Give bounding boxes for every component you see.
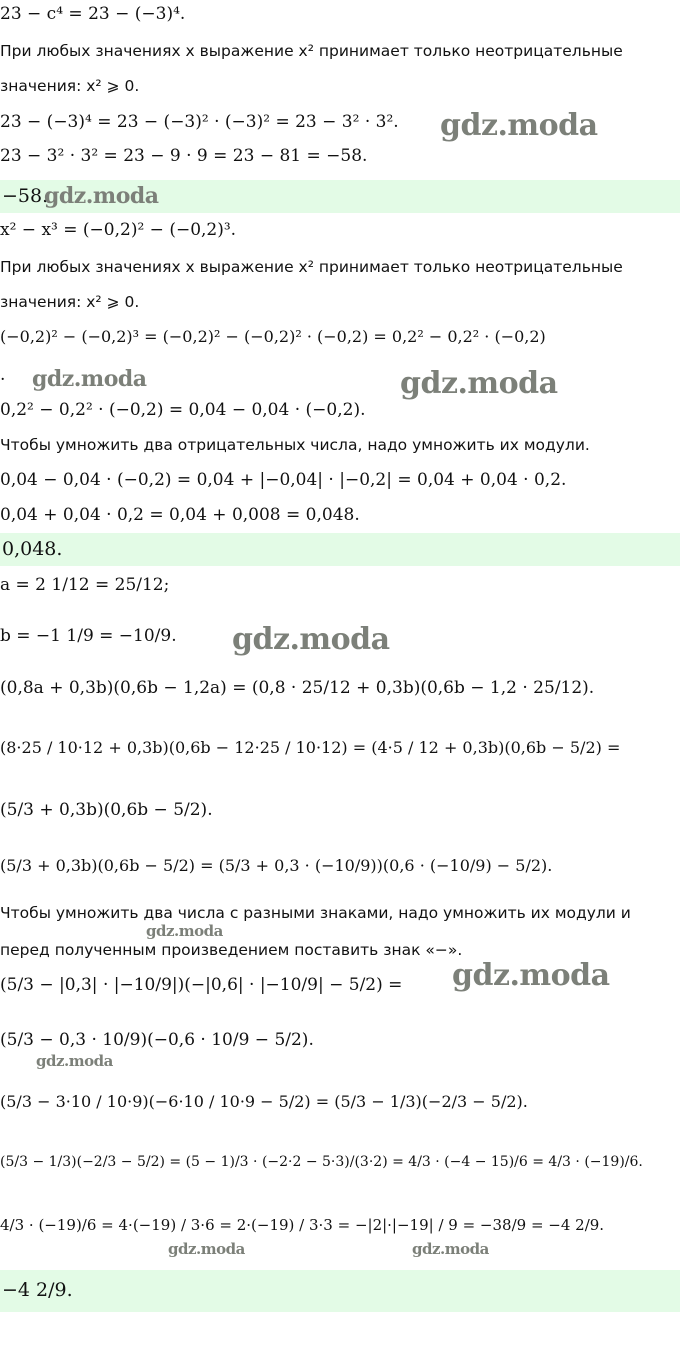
equation-line: 0,2² − 0,2² · (−0,2) = 0,04 − 0,04 · (−0,2). bbox=[0, 400, 366, 420]
equation-line: 23 − c⁴ = 23 − (−3)⁴. bbox=[0, 4, 186, 24]
equation-line: (5/3 − 0,3 · 10/9)(−0,6 · 10/9 − 5/2). bbox=[0, 1030, 314, 1050]
watermark: gdz.moda bbox=[32, 366, 147, 392]
equation-line: (5/3 + 0,3b)(0,6b − 5/2). bbox=[0, 800, 213, 820]
watermark: gdz.moda bbox=[412, 1240, 489, 1258]
equation-line: a = 2 1/12 = 25/12; bbox=[0, 575, 170, 595]
explanation-text: При любых значениях x выражение x² принимает только неотрицательные bbox=[0, 258, 623, 276]
equation-line: (5/3 − 1/3)(−2/3 − 5/2) = (5 − 1)/3 · (−2·2 − 5·3)/(3·2) = 4/3 · (−4 − 15)/6 = 4/3 · (−19)/6. bbox=[0, 1154, 643, 1170]
watermark: gdz.moda bbox=[232, 622, 390, 657]
equation-line: b = −1 1/9 = −10/9. bbox=[0, 626, 177, 646]
explanation-text: значения: x² ⩾ 0. bbox=[0, 293, 140, 311]
watermark: gdz.moda bbox=[168, 1240, 245, 1258]
equation-line: (5/3 + 0,3b)(0,6b − 5/2) = (5/3 + 0,3 · (−10/9))(0,6 · (−10/9) − 5/2). bbox=[0, 856, 553, 875]
answer-row bbox=[0, 533, 680, 566]
answer-value: −58. bbox=[2, 185, 49, 207]
watermark: gdz.moda bbox=[44, 183, 159, 209]
equation-line: x² − x³ = (−0,2)² − (−0,2)³. bbox=[0, 220, 237, 240]
explanation-text: При любых значениях x выражение x² принимает только неотрицательные bbox=[0, 42, 623, 60]
equation-line: (8·25 / 10·12 + 0,3b)(0,6b − 12·25 / 10·12) = (4·5 / 12 + 0,3b)(0,6b − 5/2) = bbox=[0, 738, 621, 757]
explanation-text: Чтобы умножить два отрицательных числа, надо умножить их модули. bbox=[0, 436, 590, 454]
explanation-text: Чтобы умножить два числа с разными знаками, надо умножить их модули и bbox=[0, 904, 631, 922]
equation-line: 23 − (−3)⁴ = 23 − (−3)² · (−3)² = 23 − 3² · 3². bbox=[0, 112, 399, 132]
equation-line: (−0,2)² − (−0,2)³ = (−0,2)² − (−0,2)² · (−0,2) = 0,2² − 0,2² · (−0,2) bbox=[0, 327, 546, 346]
equation-line: 23 − 3² · 3² = 23 − 9 · 9 = 23 − 81 = −58. bbox=[0, 146, 368, 166]
equation-line: (0,8a + 0,3b)(0,6b − 1,2a) = (0,8 · 25/12 + 0,3b)(0,6b − 1,2 · 25/12). bbox=[0, 678, 595, 698]
answer-value: −4 2/9. bbox=[2, 1279, 73, 1301]
equation-line: (5/3 − 3·10 / 10·9)(−6·10 / 10·9 − 5/2) = (5/3 − 1/3)(−2/3 − 5/2). bbox=[0, 1092, 528, 1111]
equation-line: 4/3 · (−19)/6 = 4·(−19) / 3·6 = 2·(−19) / 3·3 = −|2|·|−19| / 9 = −38/9 = −4 2/9. bbox=[0, 1216, 605, 1234]
answer-value: 0,048. bbox=[2, 538, 63, 560]
equation-line: 0,04 + 0,04 · 0,2 = 0,04 + 0,008 = 0,048. bbox=[0, 505, 360, 525]
watermark: gdz.moda bbox=[146, 922, 223, 940]
equation-line: . bbox=[0, 365, 6, 385]
explanation-text: значения: x² ⩾ 0. bbox=[0, 77, 140, 95]
equation-line: 0,04 − 0,04 · (−0,2) = 0,04 + |−0,04| · |−0,2| = 0,04 + 0,04 · 0,2. bbox=[0, 470, 567, 490]
watermark: gdz.moda bbox=[440, 108, 598, 143]
watermark: gdz.moda bbox=[452, 958, 610, 993]
watermark: gdz.moda bbox=[36, 1052, 113, 1070]
explanation-text: перед полученным произведением поставить знак «−». bbox=[0, 941, 463, 959]
watermark: gdz.moda bbox=[400, 366, 558, 401]
equation-line: (5/3 − |0,3| · |−10/9|)(−|0,6| · |−10/9| − 5/2) = bbox=[0, 975, 403, 995]
answer-row bbox=[0, 1270, 680, 1312]
